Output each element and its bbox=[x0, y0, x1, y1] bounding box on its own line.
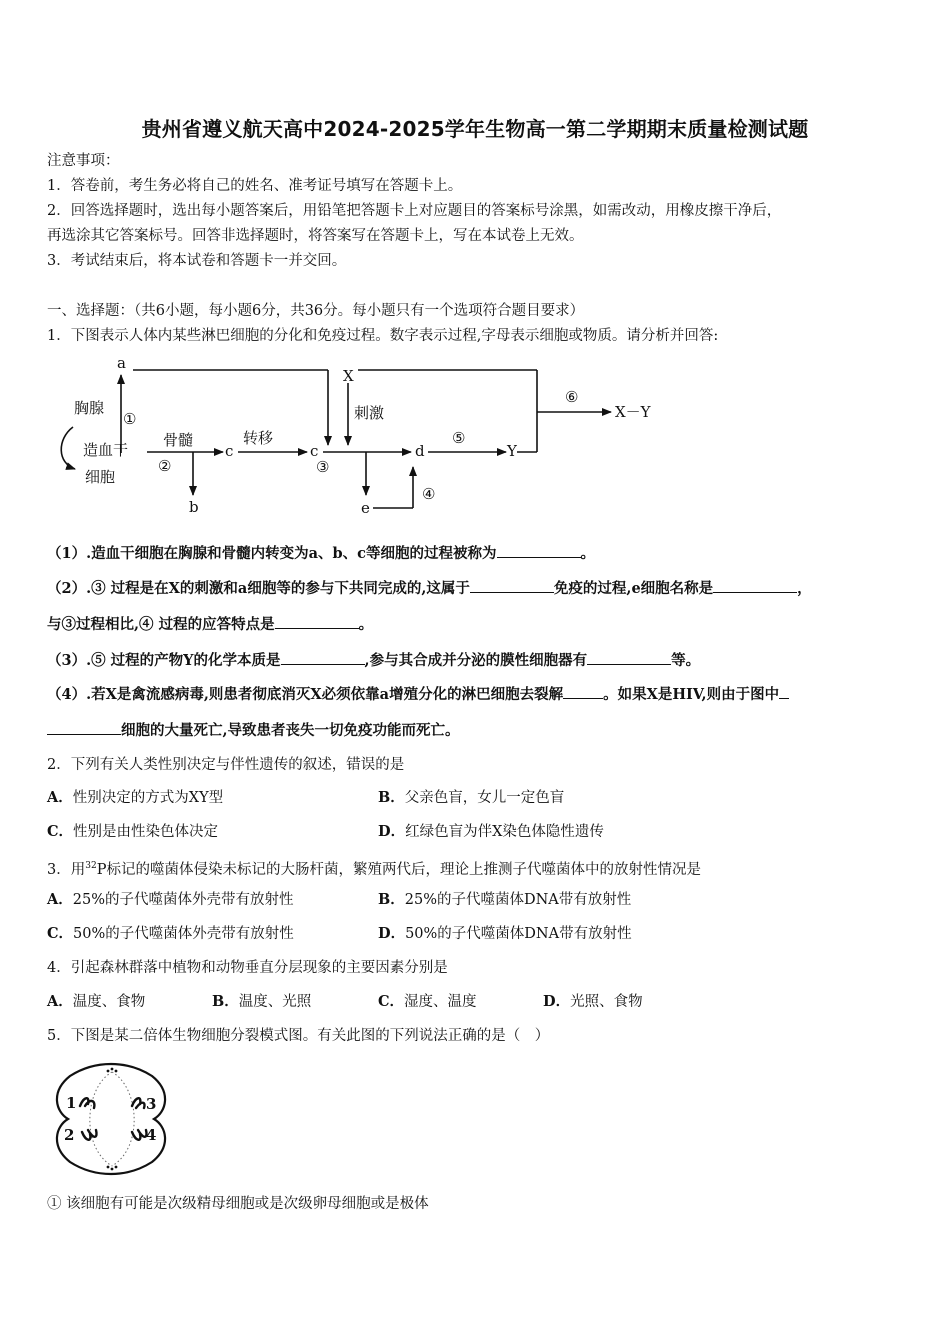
q1-sub1-text: （1）.造血干细胞在胸腺和骨髓内转变为a、b、c等细胞的过程被称为 bbox=[47, 545, 497, 562]
label-b: b bbox=[189, 498, 199, 516]
section-heading: 一、选择题：（共6小题，每小题6分，共36分。每小题只有一个选项符合题目要求） bbox=[47, 303, 585, 319]
option-text: 温度、光照 bbox=[238, 994, 312, 1010]
option-key: C． bbox=[378, 993, 405, 1010]
label-4: ④ bbox=[422, 485, 436, 503]
option-text: 性别决定的方式为XY型 bbox=[72, 790, 224, 806]
option-key: B． bbox=[378, 891, 405, 908]
option-text: 光照、食物 bbox=[570, 994, 643, 1010]
q4-option-b[interactable] bbox=[212, 992, 311, 1012]
label-c1: c bbox=[225, 442, 234, 460]
q3-stem-a: 3．用 bbox=[47, 861, 86, 878]
notice-heading: 注意事项： bbox=[47, 153, 120, 169]
q3-option-d[interactable] bbox=[378, 924, 632, 944]
option-key: C． bbox=[47, 823, 74, 840]
option-text: 性别是由性染色体决定 bbox=[73, 824, 219, 840]
label-2: ② bbox=[158, 457, 172, 475]
label-Y: Y bbox=[507, 442, 517, 460]
option-key: D． bbox=[378, 823, 406, 840]
label-c2: c bbox=[310, 442, 319, 460]
label-stimulus: 刺激 bbox=[354, 404, 385, 422]
q4-option-c[interactable] bbox=[378, 992, 477, 1012]
label-stem-cell-1: 造血干 bbox=[83, 441, 129, 459]
cell-division-figure bbox=[50, 1062, 172, 1176]
q3-option-a[interactable] bbox=[47, 890, 294, 910]
option-key: C． bbox=[47, 925, 74, 942]
q2-option-c[interactable] bbox=[47, 822, 218, 842]
notice-item-2: 2．回答选择题时，选出每小题答案后，用铅笔把答题卡上对应题目的答案标号涂黑，如需改动，用橡皮擦干净后， bbox=[47, 203, 782, 219]
answer-blank[interactable] bbox=[275, 614, 359, 629]
page-title: 贵州省遵义航天高中2024-2025学年生物高一第二学期期末质量检测试题 bbox=[141, 117, 809, 141]
answer-blank[interactable] bbox=[497, 543, 581, 558]
chromosome-label-1: 1 bbox=[66, 1094, 77, 1112]
label-d: d bbox=[415, 442, 425, 460]
q1-sub2-cont bbox=[47, 614, 373, 635]
answer-blank[interactable] bbox=[713, 578, 797, 593]
q5-statement-1: ① 该细胞有可能是次级精母细胞或是次级卵母细胞或是极体 bbox=[47, 1196, 429, 1212]
label-a: a bbox=[117, 355, 126, 372]
q1-sub3-text: （3）.⑤ 过程的产物Y的化学本质是 bbox=[47, 652, 281, 669]
q4-option-d[interactable] bbox=[543, 992, 643, 1012]
q1-sub4 bbox=[47, 684, 789, 705]
option-key: A． bbox=[47, 891, 73, 908]
option-text: 25%的子代噬菌体DNA带有放射性 bbox=[404, 892, 632, 908]
label-1: ① bbox=[123, 410, 137, 428]
q2-option-d[interactable] bbox=[378, 822, 604, 842]
q1-sub3-text-2: ,参与其合成并分泌的膜性细胞器有 bbox=[364, 652, 588, 669]
question-3-stem bbox=[47, 856, 701, 880]
answer-blank[interactable] bbox=[47, 720, 121, 735]
q4-option-a[interactable] bbox=[47, 992, 145, 1012]
option-key: B． bbox=[212, 993, 239, 1010]
label-5: ⑤ bbox=[452, 429, 466, 447]
label-stem-cell-2: 细胞 bbox=[85, 468, 116, 486]
q1-sub4-text: （4）.若X是禽流感病毒,则患者彻底消灭X必须依靠a增殖分化的淋巴细胞去裂解 bbox=[47, 686, 564, 703]
label-e: e bbox=[361, 499, 370, 517]
notice-item-3: 3．考试结束后，将本试卷和答题卡一并交回。 bbox=[47, 253, 347, 269]
label-marrow: 骨髓 bbox=[163, 431, 194, 449]
label-6: ⑥ bbox=[565, 388, 579, 406]
chromosome-label-4: 4 bbox=[146, 1126, 157, 1144]
q1-sub1 bbox=[47, 543, 595, 564]
option-key: A． bbox=[47, 789, 73, 806]
option-text: 50%的子代噬菌体外壳带有放射性 bbox=[73, 926, 294, 942]
q1-sub3-end: 等。 bbox=[671, 652, 701, 669]
option-key: A． bbox=[47, 993, 73, 1010]
q1-sub4-cont bbox=[47, 720, 460, 741]
option-key: B． bbox=[378, 789, 405, 806]
q3-option-c[interactable] bbox=[47, 924, 294, 944]
q2-option-b[interactable] bbox=[378, 788, 564, 808]
option-text: 红绿色盲为伴X染色体隐性遗传 bbox=[405, 824, 604, 840]
q1-sub2-text: （2）.③ 过程是在X的刺激和a细胞等的参与下共同完成的,这属于 bbox=[47, 580, 470, 597]
q3-stem-b: P标记的噬菌体侵染未标记的大肠杆菌，繁殖两代后，理论上推测子代噬菌体中的放射性情况是 bbox=[96, 861, 701, 878]
option-text: 湿度、温度 bbox=[404, 994, 477, 1010]
question-5-stem: 5．下图是某二倍体生物细胞分裂模式图。有关此图的下列说法正确的是（ ） bbox=[47, 1028, 550, 1044]
question-4-stem: 4．引起森林群落中植物和动物垂直分层现象的主要因素分别是 bbox=[47, 960, 448, 976]
notice-item-1: 1．答卷前，考生务必将自己的姓名、准考证号填写在答题卡上。 bbox=[47, 178, 463, 194]
option-text: 50%的子代噬菌体DNA带有放射性 bbox=[405, 926, 632, 942]
q1-sub3 bbox=[47, 650, 700, 671]
q1-sub2-text-2: 免疫的过程,e细胞名称是 bbox=[553, 580, 714, 597]
q1-sub1-end: 。 bbox=[580, 545, 595, 562]
option-text: 父亲色盲，女儿一定色盲 bbox=[404, 790, 565, 806]
answer-blank[interactable] bbox=[470, 578, 554, 593]
lymphocyte-diagram bbox=[55, 355, 675, 527]
answer-blank[interactable] bbox=[563, 684, 603, 699]
answer-blank[interactable] bbox=[281, 650, 365, 665]
question-1-stem: 1．下图表示人体内某些淋巴细胞的分化和免疫过程。数字表示过程,字母表示细胞或物质。请分析并回答: bbox=[47, 328, 719, 344]
label-XY: X－Y bbox=[615, 403, 651, 421]
answer-blank[interactable] bbox=[587, 650, 671, 665]
q1-sub2-comma: ， bbox=[797, 580, 812, 597]
chromosome-label-3: 3 bbox=[146, 1095, 157, 1113]
q3-option-b[interactable] bbox=[378, 890, 631, 910]
option-key: D． bbox=[543, 993, 571, 1010]
option-text: 25%的子代噬菌体外壳带有放射性 bbox=[72, 892, 294, 908]
q2-option-a[interactable] bbox=[47, 788, 223, 808]
q1-sub2-text-3: 与③过程相比,④ 过程的应答特点是 bbox=[47, 616, 275, 633]
q1-sub4-text-2: 。如果X是HIV,则由于图中 bbox=[603, 686, 780, 703]
q3-sup: 32 bbox=[85, 861, 97, 871]
answer-blank[interactable] bbox=[779, 684, 789, 699]
option-key: D． bbox=[378, 925, 406, 942]
option-text: 温度、食物 bbox=[72, 994, 146, 1010]
label-3: ③ bbox=[316, 458, 330, 476]
chromosome-label-2: 2 bbox=[64, 1126, 75, 1144]
notice-item-2-cont: 再选涂其它答案标号。回答非选择题时，将答案写在答题卡上，写在本试卷上无效。 bbox=[47, 228, 584, 244]
question-2-stem: 2．下列有关人类性别决定与伴性遗传的叙述，错误的是 bbox=[47, 757, 405, 773]
label-thymus: 胸腺 bbox=[74, 399, 105, 417]
label-X: X bbox=[343, 367, 354, 385]
label-transfer: 转移 bbox=[243, 429, 274, 447]
q1-sub2-end: 。 bbox=[358, 616, 374, 633]
q1-sub2 bbox=[47, 578, 812, 599]
q1-sub4-text-3: 细胞的大量死亡,导致患者丧失一切免疫功能而死亡。 bbox=[121, 722, 460, 739]
